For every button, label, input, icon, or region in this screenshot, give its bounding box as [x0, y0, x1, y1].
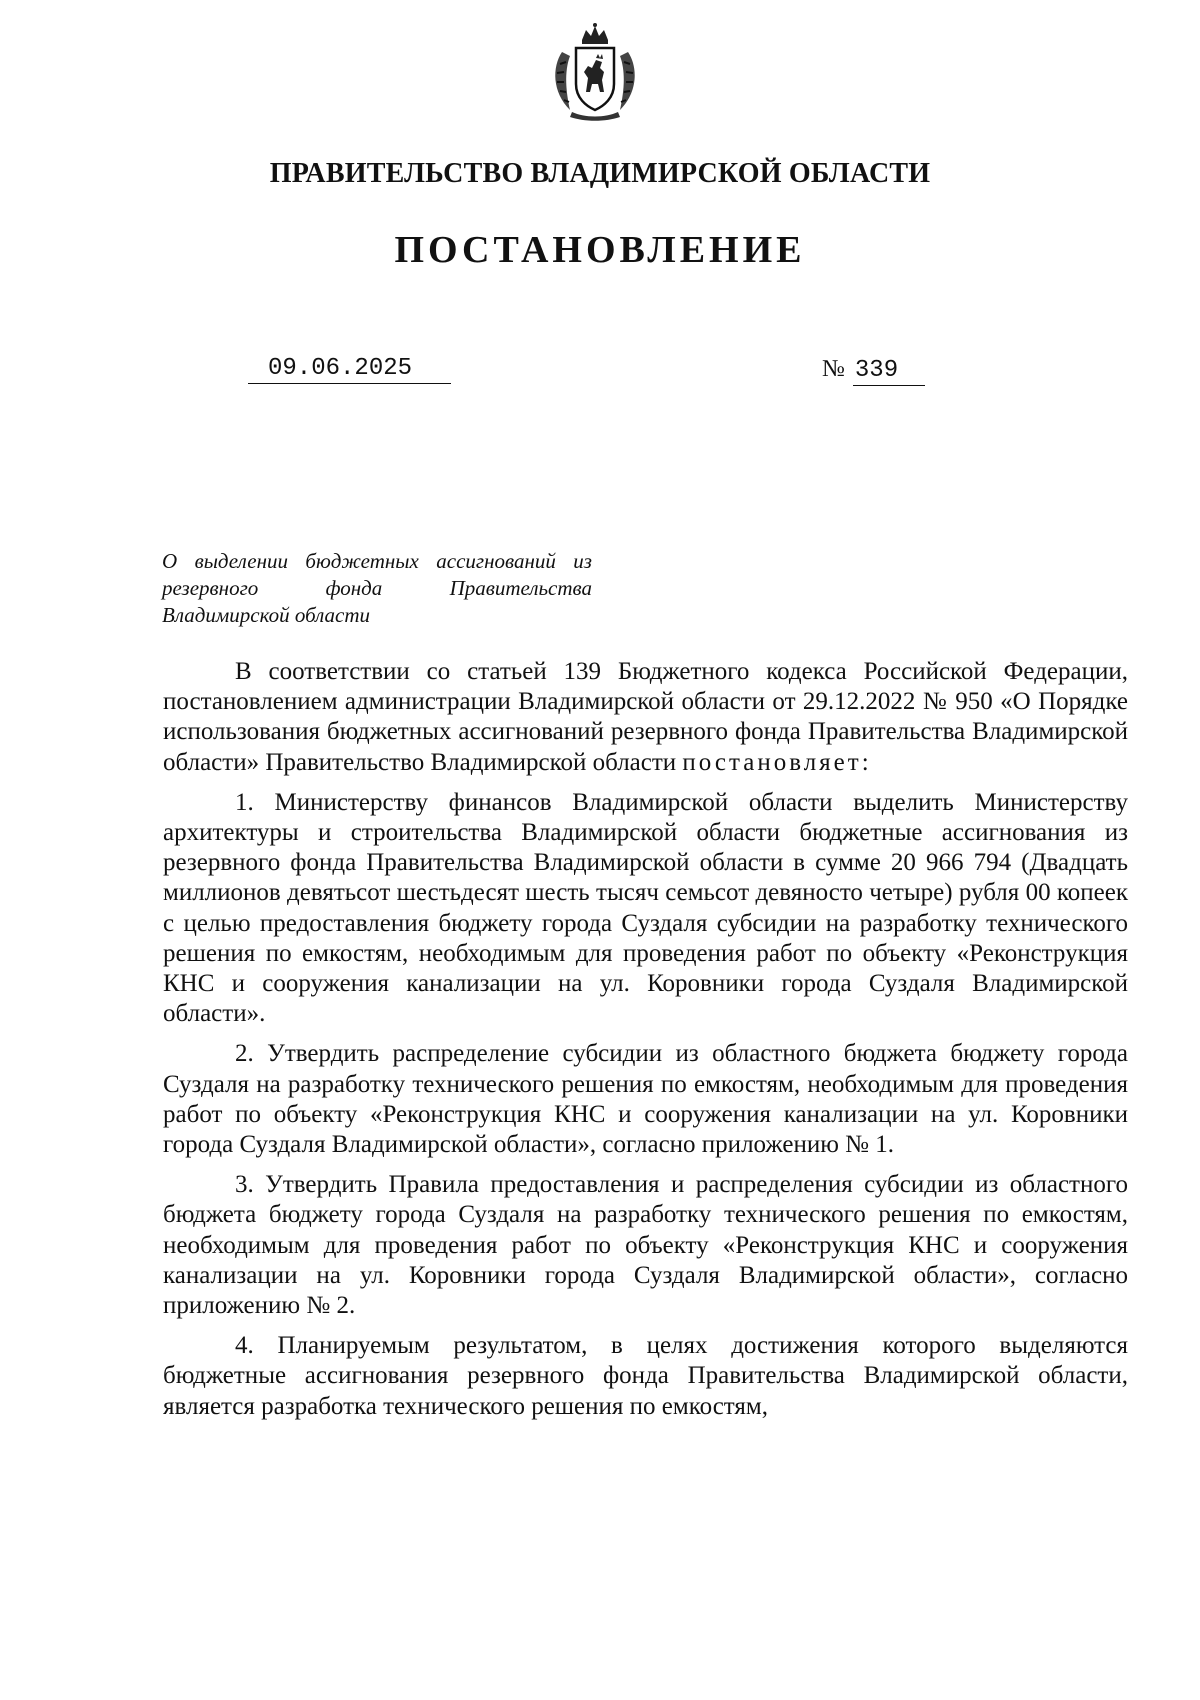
- organization-title: ПРАВИТЕЛЬСТВО ВЛАДИМИРСКОЙ ОБЛАСТИ: [269, 158, 931, 189]
- document-subject: О выделении бюджетных ассигнований из резервного фонда Правительства Владимирской области: [162, 549, 592, 627]
- document-number-block: [822, 355, 925, 386]
- document-body: [163, 657, 1128, 1422]
- preamble-text: В соответствии со статьей 139 Бюджетного кодекса Российской Федерации, постановлением администрации Владимирской области от 29.12.2022 № 950 «О Порядке использования бюджетных ассигнований резервного фонда Правительства Владимирской области» Правительство Владимирской области: [163, 658, 1128, 776]
- preamble-paragraph: [163, 657, 1128, 778]
- document-number: 339: [853, 357, 925, 386]
- coat-of-arms-icon: [540, 22, 650, 122]
- paragraph-4: 4. Планируемым результатом, в целях достижения которого выделяются бюджетные ассигнования резервного фонда Правительства Владимирской области, является разработка технического решения по емкостям,: [163, 1332, 1128, 1420]
- document-type-title: ПОСТАНОВЛЕНИЕ: [394, 229, 806, 271]
- paragraph-2: 2. Утвердить распределение субсидии из областного бюджета бюджету города Суздаля на разработку технического решения по емкостям, необходимым для проведения работ по объекту «Реконструкция КНС и сооружения канализации на ул. Коровники города Суздаля Владимирской области», согласно приложению № 1.: [163, 1040, 1128, 1159]
- document-date: 09.06.2025: [248, 355, 451, 384]
- number-sign: №: [822, 356, 845, 382]
- paragraph-1: 1. Министерству финансов Владимирской области выделить Министерству архитектуры и строительства Владимирской области бюджетные ассигнования из резервного фонда Правительства Владимирской области в сумме 20 966 794 (Двадцать миллионов девятьсот шестьдесят шесть тысяч семьсот девяносто четыре) рубля 00 копеек с целью предоставления бюджету города Суздаля субсидии на разработку технического решения по емкостям, необходимым для проведения работ по объекту «Реконструкция КНС и сооружения канализации на ул. Коровники города Суздаля Владимирской области».: [163, 788, 1128, 1028]
- decree-word: постановляет:: [682, 748, 872, 776]
- paragraph-3: 3. Утвердить Правила предоставления и распределения субсидии из областного бюджета бюджету города Суздаля на разработку технического решения по емкостям, необходимым для проведения работ по объекту «Реконструкция КНС и сооружения канализации на ул. Коровники города Суздаля Владимирской области», согласно приложению № 2.: [163, 1171, 1128, 1320]
